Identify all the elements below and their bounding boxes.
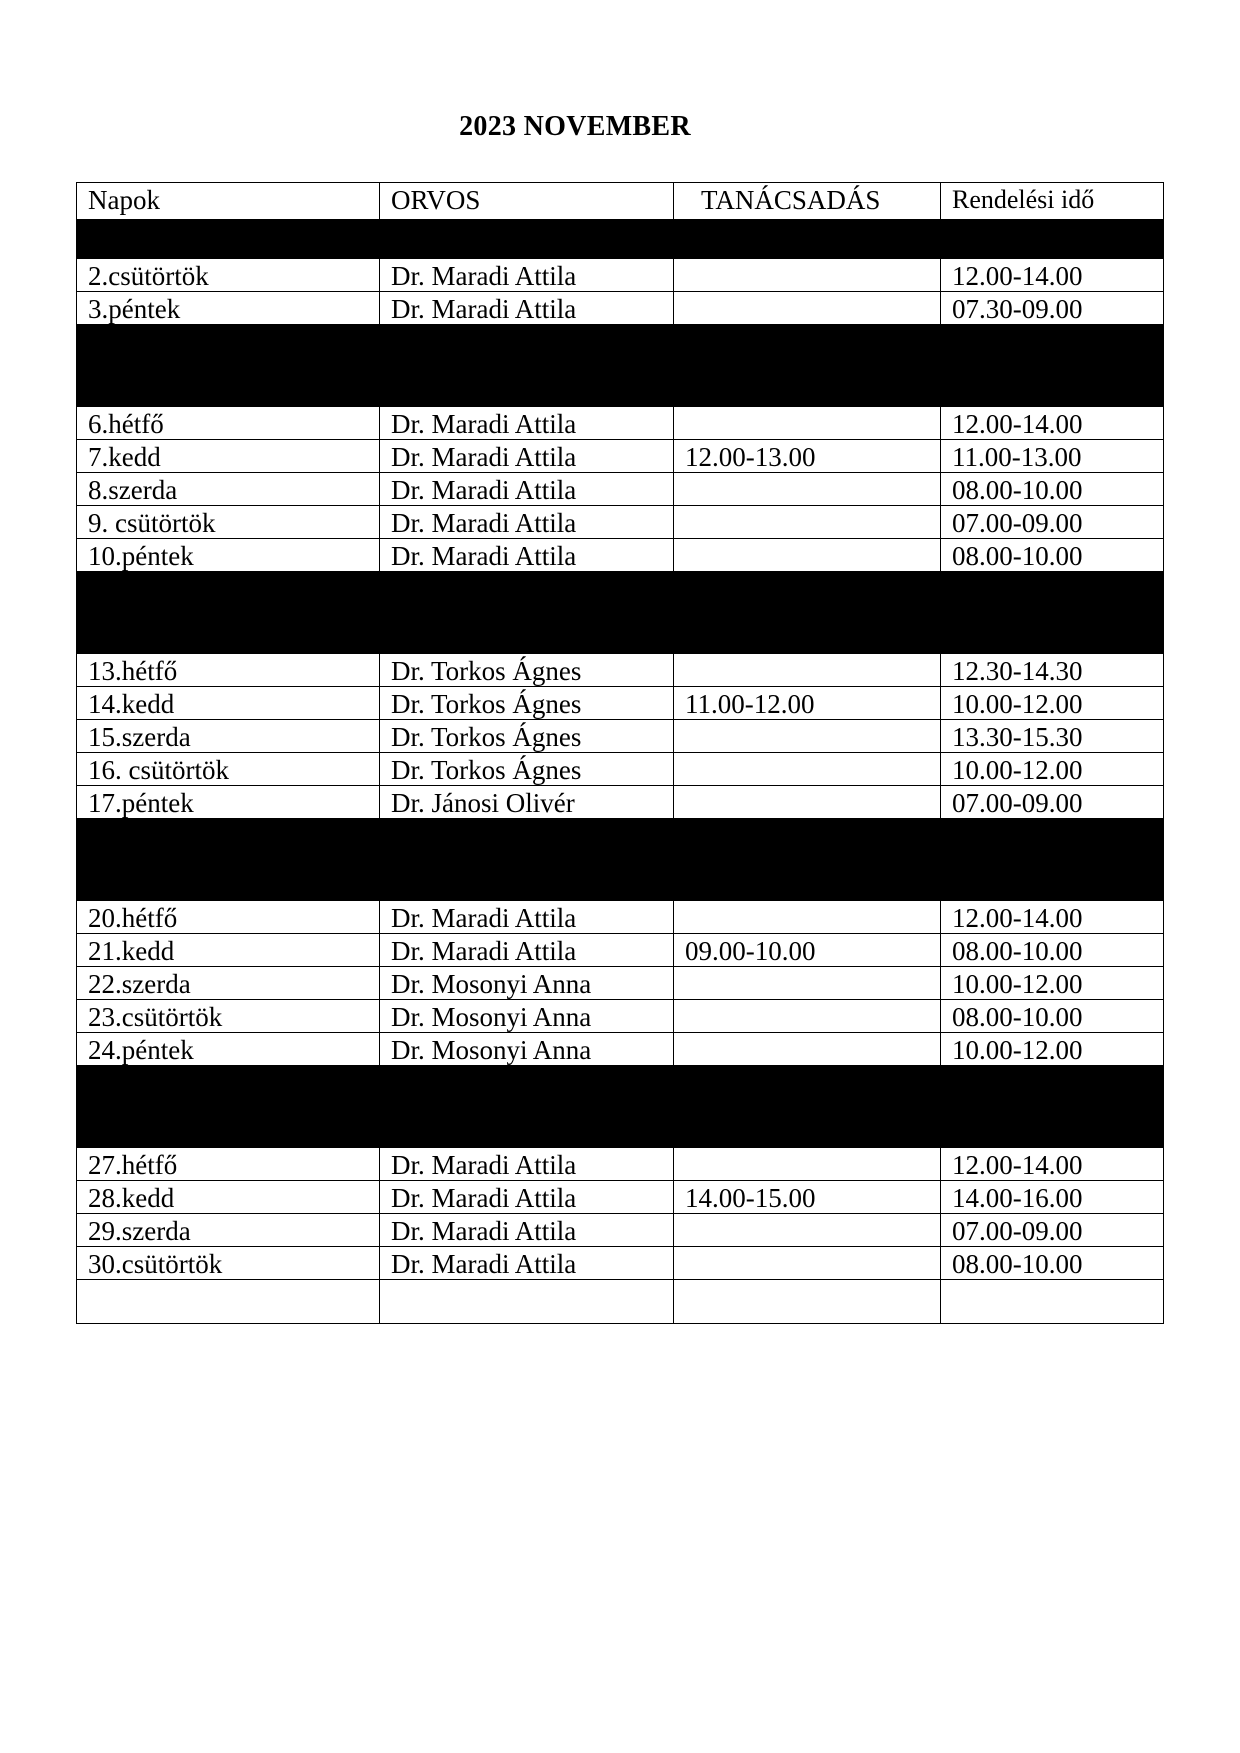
doctor-cell: Dr. Maradi Attila (380, 1247, 674, 1280)
doctor-cell: Dr. Torkos Ágnes (380, 720, 674, 753)
empty-row (77, 1280, 1164, 1324)
hours-cell: 10.00-12.00 (941, 967, 1164, 1000)
table-row (77, 292, 1164, 325)
counseling-cell (674, 1000, 941, 1033)
hours-cell: 07.30-09.00 (941, 292, 1164, 325)
day-cell: 30.csütörtök (77, 1247, 380, 1280)
day-cell: 17.péntek (77, 786, 380, 819)
separator-cell (380, 572, 674, 654)
doctor-cell: Dr. Maradi Attila (380, 1148, 674, 1181)
doctor-cell: Dr. Maradi Attila (380, 1214, 674, 1247)
separator-cell (380, 819, 674, 901)
doctor-cell: Dr. Mosonyi Anna (380, 1033, 674, 1066)
table-row (77, 506, 1164, 539)
counseling-cell (674, 753, 941, 786)
hours-cell: 08.00-10.00 (941, 539, 1164, 572)
counseling-cell (674, 967, 941, 1000)
hours-cell: 14.00-16.00 (941, 1181, 1164, 1214)
separator-cell (674, 325, 941, 407)
table-row (77, 1214, 1164, 1247)
counseling-cell (674, 720, 941, 753)
table-row (77, 753, 1164, 786)
separator-cell (941, 220, 1164, 259)
hours-cell: 07.00-09.00 (941, 1214, 1164, 1247)
table-row (77, 1148, 1164, 1181)
hours-cell: 07.00-09.00 (941, 506, 1164, 539)
separator-cell (674, 819, 941, 901)
doctor-cell: Dr. Maradi Attila (380, 259, 674, 292)
weekend-separator-row (77, 1066, 1164, 1148)
counseling-cell (674, 1247, 941, 1280)
day-cell: 29.szerda (77, 1214, 380, 1247)
counseling-cell (674, 292, 941, 325)
separator-cell (674, 1066, 941, 1148)
day-cell: 7.kedd (77, 440, 380, 473)
hours-cell: 08.00-10.00 (941, 473, 1164, 506)
day-cell: 3.péntek (77, 292, 380, 325)
hours-cell: 12.00-14.00 (941, 407, 1164, 440)
hours-cell: 12.00-14.00 (941, 901, 1164, 934)
empty-cell (674, 1280, 941, 1324)
table-body (77, 220, 1164, 1324)
table-row (77, 407, 1164, 440)
day-cell: 8.szerda (77, 473, 380, 506)
counseling-cell (674, 786, 941, 819)
day-cell: 20.hétfő (77, 901, 380, 934)
hours-cell: 12.30-14.30 (941, 654, 1164, 687)
separator-cell (941, 325, 1164, 407)
counseling-cell (674, 539, 941, 572)
counseling-cell (674, 1033, 941, 1066)
table-row (77, 1247, 1164, 1280)
counseling-cell: 12.00-13.00 (674, 440, 941, 473)
table-row (77, 473, 1164, 506)
doctor-cell: Dr. Maradi Attila (380, 407, 674, 440)
separator-cell (674, 220, 941, 259)
separator-cell (674, 572, 941, 654)
doctor-cell: Dr. Maradi Attila (380, 934, 674, 967)
separator-cell (77, 220, 380, 259)
counseling-cell (674, 473, 941, 506)
header-orvos: ORVOS (380, 183, 674, 220)
table-row (77, 967, 1164, 1000)
separator-cell (77, 1066, 380, 1148)
doctor-cell: Dr. Maradi Attila (380, 473, 674, 506)
header-rendelesi-ido: Rendelési idő (941, 183, 1164, 220)
table-row (77, 539, 1164, 572)
table-row (77, 1000, 1164, 1033)
day-cell: 24.péntek (77, 1033, 380, 1066)
table-row (77, 1181, 1164, 1214)
doctor-cell: Dr. Maradi Attila (380, 539, 674, 572)
table-header (77, 183, 1164, 220)
table-row (77, 259, 1164, 292)
counseling-cell (674, 1148, 941, 1181)
header-napok: Napok (77, 183, 380, 220)
schedule-table (76, 182, 1164, 1324)
doctor-cell: Dr. Maradi Attila (380, 292, 674, 325)
separator-cell (380, 325, 674, 407)
separator-cell (77, 572, 380, 654)
separator-cell (380, 1066, 674, 1148)
separator-cell (941, 1066, 1164, 1148)
doctor-cell: Dr. Torkos Ágnes (380, 687, 674, 720)
table-row (77, 654, 1164, 687)
counseling-cell (674, 407, 941, 440)
doctor-cell: Dr. Torkos Ágnes (380, 753, 674, 786)
counseling-cell: 09.00-10.00 (674, 934, 941, 967)
hours-cell: 08.00-10.00 (941, 934, 1164, 967)
doctor-cell: Dr. Maradi Attila (380, 901, 674, 934)
hours-cell: 10.00-12.00 (941, 1033, 1164, 1066)
hours-cell: 10.00-12.00 (941, 687, 1164, 720)
day-cell: 22.szerda (77, 967, 380, 1000)
hours-cell: 11.00-13.00 (941, 440, 1164, 473)
counseling-cell (674, 506, 941, 539)
empty-cell (380, 1280, 674, 1324)
table-row (77, 934, 1164, 967)
day-cell: 9. csütörtök (77, 506, 380, 539)
table-row (77, 720, 1164, 753)
empty-cell (941, 1280, 1164, 1324)
table-row (77, 1033, 1164, 1066)
doctor-cell: Dr. Torkos Ágnes (380, 654, 674, 687)
separator-cell (941, 819, 1164, 901)
day-cell: 15.szerda (77, 720, 380, 753)
day-cell: 2.csütörtök (77, 259, 380, 292)
day-cell: 13.hétfő (77, 654, 380, 687)
day-cell: 6.hétfő (77, 407, 380, 440)
table-row (77, 687, 1164, 720)
doctor-cell: Dr. Jánosi Olivér (380, 786, 674, 819)
day-cell: 10.péntek (77, 539, 380, 572)
counseling-cell (674, 1214, 941, 1247)
hours-cell: 12.00-14.00 (941, 1148, 1164, 1181)
table-row (77, 901, 1164, 934)
day-cell: 16. csütörtök (77, 753, 380, 786)
separator-cell (77, 819, 380, 901)
separator-cell (380, 220, 674, 259)
separator-cell (77, 325, 380, 407)
hours-cell: 08.00-10.00 (941, 1000, 1164, 1033)
hours-cell: 07.00-09.00 (941, 786, 1164, 819)
doctor-cell: Dr. Maradi Attila (380, 506, 674, 539)
day-cell: 27.hétfő (77, 1148, 380, 1181)
day-cell: 23.csütörtök (77, 1000, 380, 1033)
day-cell: 21.kedd (77, 934, 380, 967)
hours-cell: 12.00-14.00 (941, 259, 1164, 292)
hours-cell: 10.00-12.00 (941, 753, 1164, 786)
day-cell: 28.kedd (77, 1181, 380, 1214)
weekend-separator-row (77, 819, 1164, 901)
header-row (77, 183, 1164, 220)
hours-cell: 13.30-15.30 (941, 720, 1164, 753)
header-tanacsadas: TANÁCSADÁS (674, 183, 941, 220)
hours-cell: 08.00-10.00 (941, 1247, 1164, 1280)
weekend-separator-row (77, 325, 1164, 407)
doctor-cell: Dr. Maradi Attila (380, 440, 674, 473)
counseling-cell: 14.00-15.00 (674, 1181, 941, 1214)
counseling-cell (674, 654, 941, 687)
doctor-cell: Dr. Mosonyi Anna (380, 1000, 674, 1033)
page-title: 2023 NOVEMBER (459, 111, 691, 142)
doctor-cell: Dr. Maradi Attila (380, 1181, 674, 1214)
table-row (77, 440, 1164, 473)
doctor-cell: Dr. Mosonyi Anna (380, 967, 674, 1000)
weekend-separator-row (77, 572, 1164, 654)
table-row (77, 786, 1164, 819)
separator-cell (941, 572, 1164, 654)
counseling-cell (674, 259, 941, 292)
empty-cell (77, 1280, 380, 1324)
weekend-separator-row (77, 220, 1164, 259)
counseling-cell: 11.00-12.00 (674, 687, 941, 720)
day-cell: 14.kedd (77, 687, 380, 720)
counseling-cell (674, 901, 941, 934)
